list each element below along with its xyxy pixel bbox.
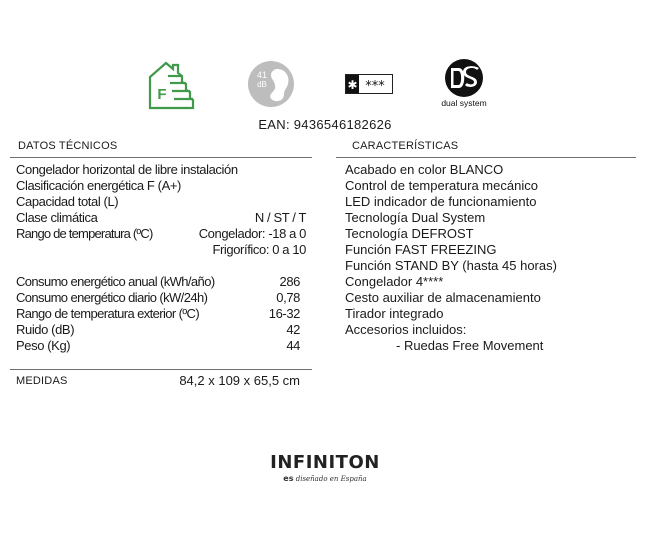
tech-row-label: Congelador horizontal de libre instalación xyxy=(16,162,238,177)
brand-name: INFINITON xyxy=(270,452,380,473)
tech-row-label: Capacidad total (L) xyxy=(16,194,119,209)
tech-row-label: Consumo energético anual (kWh/año) xyxy=(16,274,215,289)
tech-row-label: Rango de temperatura (ºC) xyxy=(16,226,153,241)
dual-system-logo-icon xyxy=(432,58,496,108)
feature-item: Congelador 4**** xyxy=(345,274,444,289)
tech-row-value: N / ST / T xyxy=(254,210,306,225)
tech-row-label: Clase climática xyxy=(16,210,98,225)
energy-label-icon xyxy=(146,60,196,110)
feature-item: Tecnología DEFROST xyxy=(345,226,474,241)
tech-row-value: 0,78 xyxy=(276,290,300,305)
tech-row-value: 286 xyxy=(279,274,300,289)
energy-class-letter: F xyxy=(157,86,167,103)
ean-code: EAN: 9436546182626 xyxy=(258,117,392,132)
tech-row-label: Rango de temperatura exterior (ºC) xyxy=(16,306,200,321)
snowflake-icon: ✱ xyxy=(347,78,358,92)
tech-row-label: Consumo energético diario (kW/24h) xyxy=(16,290,208,305)
tech-row-value: Frigorífico: 0 a 10 xyxy=(212,242,306,257)
feature-item: Tirador integrado xyxy=(345,306,444,321)
noise-value: 41 xyxy=(256,70,268,80)
tech-row-label: Clasificación energética F (A+) xyxy=(16,178,181,193)
feature-item: Cesto auxiliar de almacenamiento xyxy=(345,290,541,305)
feature-item: Función FAST FREEZING xyxy=(345,242,497,257)
tech-row-label: Peso (Kg) xyxy=(16,338,71,353)
feature-item: Acabado en color BLANCO xyxy=(345,162,504,177)
feature-item: - Ruedas Free Movement xyxy=(396,338,544,353)
noise-unit: dB xyxy=(257,80,267,89)
dimensions-value: 84,2 x 109 x 65,5 cm xyxy=(179,373,300,388)
feature-item: Accesorios incluidos: xyxy=(345,322,467,337)
dual-system-caption: dual system xyxy=(441,98,487,108)
brand-tagline: diseñado en España xyxy=(295,475,367,483)
technical-data-heading: DATOS TÉCNICOS xyxy=(18,140,118,152)
features-divider xyxy=(336,157,636,158)
dimensions-divider xyxy=(10,369,312,370)
feature-item: Función STAND BY (hasta 45 horas) xyxy=(345,258,557,273)
tech-row-value: 16-32 xyxy=(268,306,300,321)
tech-row-label: Ruido (dB) xyxy=(16,322,75,337)
feature-item: Tecnología Dual System xyxy=(345,210,486,225)
brand-logo xyxy=(0,452,650,483)
tech-row-value: 44 xyxy=(286,338,300,353)
dimensions-label: MEDIDAS xyxy=(16,375,68,387)
technical-divider xyxy=(10,157,312,158)
feature-item: Control de temperatura mecánico xyxy=(345,178,538,193)
noise-level-icon xyxy=(247,60,295,108)
brand-tag-prefix: es xyxy=(283,474,294,483)
tech-row-value: Congelador: -18 a 0 xyxy=(198,226,306,241)
feature-item: LED indicador de funcionamiento xyxy=(345,194,537,209)
features-heading: CARACTERÍSTICAS xyxy=(352,140,459,152)
brand-tagline-row xyxy=(0,474,650,483)
tech-row-value: 42 xyxy=(286,322,300,337)
star-rating-text: *** xyxy=(365,79,385,94)
four-star-freezer-icon xyxy=(345,74,393,94)
